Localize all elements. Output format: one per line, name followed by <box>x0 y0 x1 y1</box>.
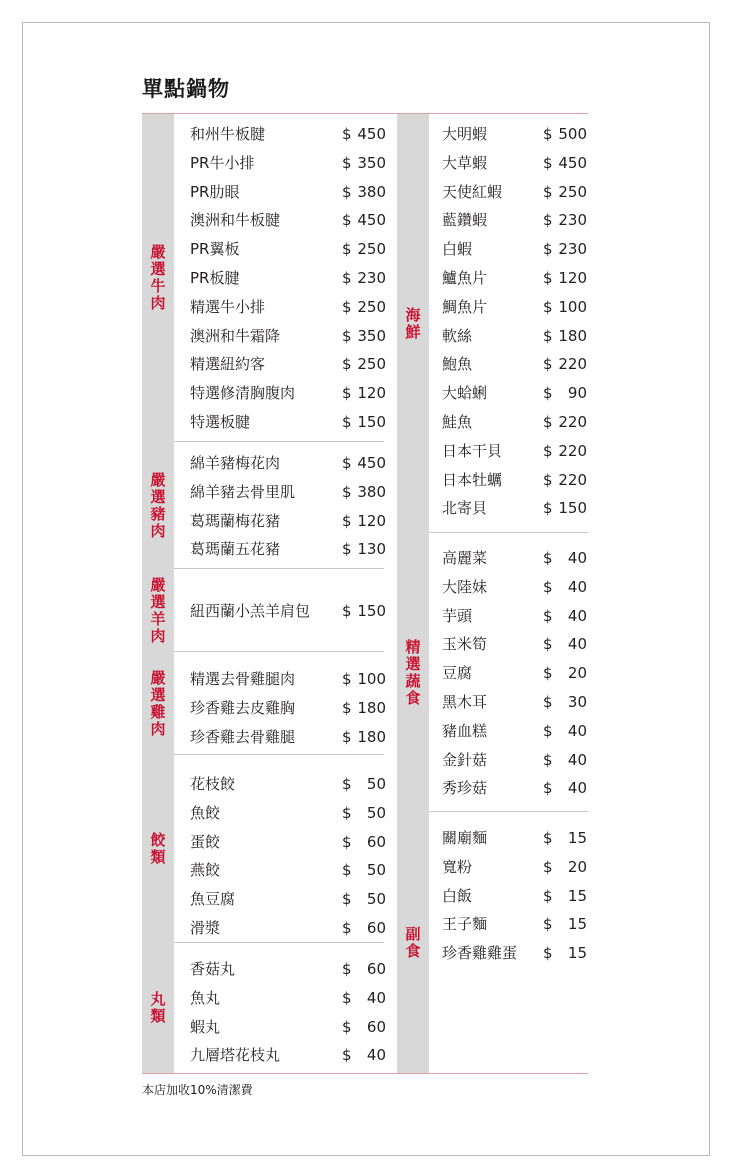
menu-section <box>142 442 384 569</box>
price-value: 60 <box>366 1018 386 1036</box>
currency-symbol: $ <box>342 833 352 851</box>
price-value: 50 <box>366 804 386 822</box>
menu-item-name: 軟絲 <box>442 327 473 345</box>
price-value: 20 <box>567 664 587 682</box>
price-value: 50 <box>366 775 386 793</box>
menu-item-name: 高麗菜 <box>442 549 488 567</box>
menu-item-name: 天使紅蝦 <box>442 183 503 201</box>
menu-item-name: PR板腱 <box>190 269 240 287</box>
menu-item-name: 和州牛板腱 <box>190 125 266 143</box>
menu-item-name: 蛋餃 <box>190 833 221 851</box>
menu-item-name: 花枝餃 <box>190 775 236 793</box>
price-value: 120 <box>357 512 386 530</box>
currency-symbol: $ <box>543 635 553 653</box>
section-label-char: 嚴 <box>150 243 166 261</box>
currency-symbol: $ <box>543 442 553 460</box>
section-label-char: 雞 <box>150 703 166 721</box>
price-value: 40 <box>567 779 587 797</box>
section-label-bar <box>142 114 174 442</box>
section-label-char: 食 <box>405 689 421 707</box>
right-column <box>397 114 588 1073</box>
currency-symbol: $ <box>543 664 553 682</box>
price-value: 30 <box>567 693 587 711</box>
price-value: 220 <box>558 442 587 460</box>
menu-item-name: 魚丸 <box>190 989 221 1007</box>
section-label-bar <box>142 755 174 943</box>
section-label-bar <box>142 442 174 569</box>
section-label-char: 選 <box>150 260 166 278</box>
section-label-char: 肉 <box>150 522 166 540</box>
currency-symbol: $ <box>543 384 553 402</box>
price-value: 15 <box>567 887 587 905</box>
price-value: 180 <box>357 728 386 746</box>
currency-symbol: $ <box>543 125 553 143</box>
menu-item-name: 精選牛小排 <box>190 298 266 316</box>
price-value: 120 <box>357 384 386 402</box>
section-label-char: 牛 <box>150 277 166 295</box>
section-label-char: 蔬 <box>405 672 421 690</box>
menu-item-name: 九層塔花枝丸 <box>190 1046 281 1064</box>
price-value: 250 <box>558 183 587 201</box>
currency-symbol: $ <box>543 154 553 172</box>
currency-symbol: $ <box>342 269 352 287</box>
price-value: 40 <box>567 578 587 596</box>
currency-symbol: $ <box>543 183 553 201</box>
price-value: 380 <box>357 483 386 501</box>
section-label-char: 海 <box>405 306 421 324</box>
price-value: 250 <box>357 298 386 316</box>
menu-item-name: 王子麵 <box>442 915 488 933</box>
price-value: 60 <box>366 919 386 937</box>
currency-symbol: $ <box>342 1046 352 1064</box>
menu-item-name: 寬粉 <box>442 858 473 876</box>
price-value: 380 <box>357 183 386 201</box>
section-label-char: 類 <box>150 1007 166 1025</box>
menu-item-name: 玉米筍 <box>442 635 488 653</box>
price-value: 40 <box>567 722 587 740</box>
price-value: 180 <box>357 699 386 717</box>
currency-symbol: $ <box>543 413 553 431</box>
currency-symbol: $ <box>342 298 352 316</box>
price-value: 350 <box>357 154 386 172</box>
currency-symbol: $ <box>342 775 352 793</box>
section-label-char: 嚴 <box>150 669 166 687</box>
currency-symbol: $ <box>342 384 352 402</box>
menu-item-name: 大明蝦 <box>442 125 488 143</box>
price-value: 130 <box>357 540 386 558</box>
section-label-bar <box>142 569 174 652</box>
section-label-bar <box>142 652 174 755</box>
price-value: 40 <box>567 549 587 567</box>
menu-item-name: 澳洲和牛霜降 <box>190 327 281 345</box>
price-value: 230 <box>558 211 587 229</box>
menu-item-name: 鮑魚 <box>442 355 473 373</box>
currency-symbol: $ <box>543 751 553 769</box>
currency-symbol: $ <box>543 722 553 740</box>
menu-item-name: 鱸魚片 <box>442 269 488 287</box>
menu-item-name: 大陸妹 <box>442 578 488 596</box>
menu-item-name: 香菇丸 <box>190 960 236 978</box>
menu-item-name: 藍鑽蝦 <box>442 211 488 229</box>
section-label-char: 肉 <box>150 294 166 312</box>
menu-item-name: 精選紐約客 <box>190 355 266 373</box>
currency-symbol: $ <box>342 919 352 937</box>
price-value: 60 <box>366 833 386 851</box>
currency-symbol: $ <box>543 471 553 489</box>
currency-symbol: $ <box>342 890 352 908</box>
menu-section <box>142 569 384 652</box>
currency-symbol: $ <box>342 125 352 143</box>
price-value: 350 <box>357 327 386 345</box>
menu-item-name: 鯛魚片 <box>442 298 488 316</box>
section-label-char: 餃 <box>150 831 166 849</box>
price-value: 220 <box>558 355 587 373</box>
price-value: 60 <box>366 960 386 978</box>
section-label-char: 肉 <box>150 627 166 645</box>
section-label-char: 類 <box>150 848 166 866</box>
price-value: 40 <box>366 1046 386 1064</box>
currency-symbol: $ <box>342 861 352 879</box>
currency-symbol: $ <box>543 693 553 711</box>
price-value: 50 <box>366 890 386 908</box>
currency-symbol: $ <box>543 944 553 962</box>
price-value: 40 <box>567 607 587 625</box>
currency-symbol: $ <box>342 512 352 530</box>
currency-symbol: $ <box>543 327 553 345</box>
currency-symbol: $ <box>543 779 553 797</box>
bottom-rule <box>142 1073 588 1074</box>
section-label-char: 肉 <box>150 720 166 738</box>
currency-symbol: $ <box>342 327 352 345</box>
section-label-char: 嚴 <box>150 471 166 489</box>
menu-title: 單點鍋物 <box>142 77 230 101</box>
section-label-char: 鮮 <box>405 323 421 341</box>
currency-symbol: $ <box>543 355 553 373</box>
section-label-bar <box>397 114 429 533</box>
price-value: 15 <box>567 944 587 962</box>
currency-symbol: $ <box>543 607 553 625</box>
currency-symbol: $ <box>543 549 553 567</box>
service-charge-note: 本店加收10%清潔費 <box>142 1083 253 1097</box>
menu-item-name: 綿羊豬去骨里肌 <box>190 483 296 501</box>
menu-item-name: 豆腐 <box>442 664 473 682</box>
menu-item-name: 魚豆腐 <box>190 890 236 908</box>
price-value: 230 <box>357 269 386 287</box>
currency-symbol: $ <box>342 989 352 1007</box>
currency-symbol: $ <box>342 413 352 431</box>
price-value: 220 <box>558 413 587 431</box>
section-label-char: 選 <box>405 655 421 673</box>
price-value: 150 <box>357 602 386 620</box>
menu-item-name: 芋頭 <box>442 607 473 625</box>
menu-item-name: 滑漿 <box>190 919 221 937</box>
menu-item-name: 大蛤蜊 <box>442 384 488 402</box>
price-value: 100 <box>558 298 587 316</box>
section-label-char: 選 <box>150 488 166 506</box>
currency-symbol: $ <box>342 183 352 201</box>
menu-item-name: 蝦丸 <box>190 1018 221 1036</box>
section-label-char: 豬 <box>150 505 166 523</box>
price-value: 15 <box>567 829 587 847</box>
menu-item-name: 魚餃 <box>190 804 221 822</box>
menu-section <box>142 114 384 442</box>
section-label-bar <box>142 943 174 1073</box>
price-value: 180 <box>558 327 587 345</box>
currency-symbol: $ <box>543 499 553 517</box>
currency-symbol: $ <box>543 887 553 905</box>
menu-item-name: 澳洲和牛板腱 <box>190 211 281 229</box>
section-label-char: 精 <box>405 638 421 656</box>
section-label-bar <box>397 533 429 812</box>
price-value: 40 <box>567 751 587 769</box>
menu-item-name: 紐西蘭小羔羊肩包 <box>190 602 311 620</box>
price-value: 220 <box>558 471 587 489</box>
price-value: 40 <box>366 989 386 1007</box>
menu-item-name: 北寄貝 <box>442 499 488 517</box>
price-value: 450 <box>357 125 386 143</box>
currency-symbol: $ <box>342 728 352 746</box>
menu-section <box>397 533 588 812</box>
currency-symbol: $ <box>543 211 553 229</box>
section-label-bar <box>397 812 429 1073</box>
menu-item-name: 葛瑪蘭梅花豬 <box>190 512 281 530</box>
currency-symbol: $ <box>342 960 352 978</box>
currency-symbol: $ <box>543 269 553 287</box>
price-value: 15 <box>567 915 587 933</box>
currency-symbol: $ <box>543 298 553 316</box>
menu-item-name: 特選板腱 <box>190 413 251 431</box>
currency-symbol: $ <box>543 915 553 933</box>
price-value: 150 <box>357 413 386 431</box>
menu-item-name: 珍香雞去骨雞腿 <box>190 728 296 746</box>
menu-section <box>142 755 384 943</box>
price-value: 450 <box>558 154 587 172</box>
menu-item-name: 大草蝦 <box>442 154 488 172</box>
menu-item-name: 日本干貝 <box>442 442 503 460</box>
menu-item-name: 秀珍菇 <box>442 779 488 797</box>
price-value: 450 <box>357 211 386 229</box>
price-value: 450 <box>357 454 386 472</box>
currency-symbol: $ <box>342 211 352 229</box>
left-column <box>142 114 384 1073</box>
menu-item-name: 燕餃 <box>190 861 221 879</box>
menu-item-name: 特選修清胸腹肉 <box>190 384 296 402</box>
currency-symbol: $ <box>342 699 352 717</box>
menu-section <box>142 943 384 1073</box>
currency-symbol: $ <box>342 540 352 558</box>
section-label-char: 選 <box>150 593 166 611</box>
menu-item-name: 豬血糕 <box>442 722 488 740</box>
currency-symbol: $ <box>342 483 352 501</box>
menu-item-name: 關廟麵 <box>442 829 488 847</box>
menu-item-name: 白飯 <box>442 887 473 905</box>
currency-symbol: $ <box>342 602 352 620</box>
currency-symbol: $ <box>342 1018 352 1036</box>
section-label-char: 丸 <box>150 990 166 1008</box>
section-label-char: 食 <box>405 942 421 960</box>
menu-item-name: PR肋眼 <box>190 183 240 201</box>
price-value: 250 <box>357 240 386 258</box>
price-value: 150 <box>558 499 587 517</box>
price-value: 20 <box>567 858 587 876</box>
menu-item-name: 黑木耳 <box>442 693 488 711</box>
currency-symbol: $ <box>342 454 352 472</box>
price-value: 250 <box>357 355 386 373</box>
currency-symbol: $ <box>342 355 352 373</box>
menu-section <box>397 812 588 1073</box>
currency-symbol: $ <box>342 804 352 822</box>
currency-symbol: $ <box>342 240 352 258</box>
menu-item-name: 日本牡蠣 <box>442 471 503 489</box>
price-value: 50 <box>366 861 386 879</box>
section-label-char: 選 <box>150 686 166 704</box>
price-value: 230 <box>558 240 587 258</box>
section-label-char: 副 <box>405 925 421 943</box>
section-label-char: 嚴 <box>150 576 166 594</box>
currency-symbol: $ <box>543 578 553 596</box>
menu-item-name: 鮭魚 <box>442 413 473 431</box>
menu-item-name: PR翼板 <box>190 240 240 258</box>
currency-symbol: $ <box>543 829 553 847</box>
currency-symbol: $ <box>543 858 553 876</box>
currency-symbol: $ <box>342 154 352 172</box>
menu-item-name: 金針菇 <box>442 751 488 769</box>
price-value: 100 <box>357 670 386 688</box>
menu-item-name: PR牛小排 <box>190 154 255 172</box>
menu-section <box>397 114 588 533</box>
currency-symbol: $ <box>342 670 352 688</box>
menu-item-name: 珍香雞去皮雞胸 <box>190 699 296 717</box>
price-value: 120 <box>558 269 587 287</box>
menu-item-name: 珍香雞雞蛋 <box>442 944 518 962</box>
menu-item-name: 精選去骨雞腿肉 <box>190 670 296 688</box>
price-value: 90 <box>567 384 587 402</box>
menu-item-name: 葛瑪蘭五花豬 <box>190 540 281 558</box>
menu-section <box>142 652 384 755</box>
menu-item-name: 白蝦 <box>442 240 473 258</box>
section-label-char: 羊 <box>150 610 166 628</box>
price-value: 40 <box>567 635 587 653</box>
menu-item-name: 綿羊豬梅花肉 <box>190 454 281 472</box>
price-value: 500 <box>558 125 587 143</box>
currency-symbol: $ <box>543 240 553 258</box>
